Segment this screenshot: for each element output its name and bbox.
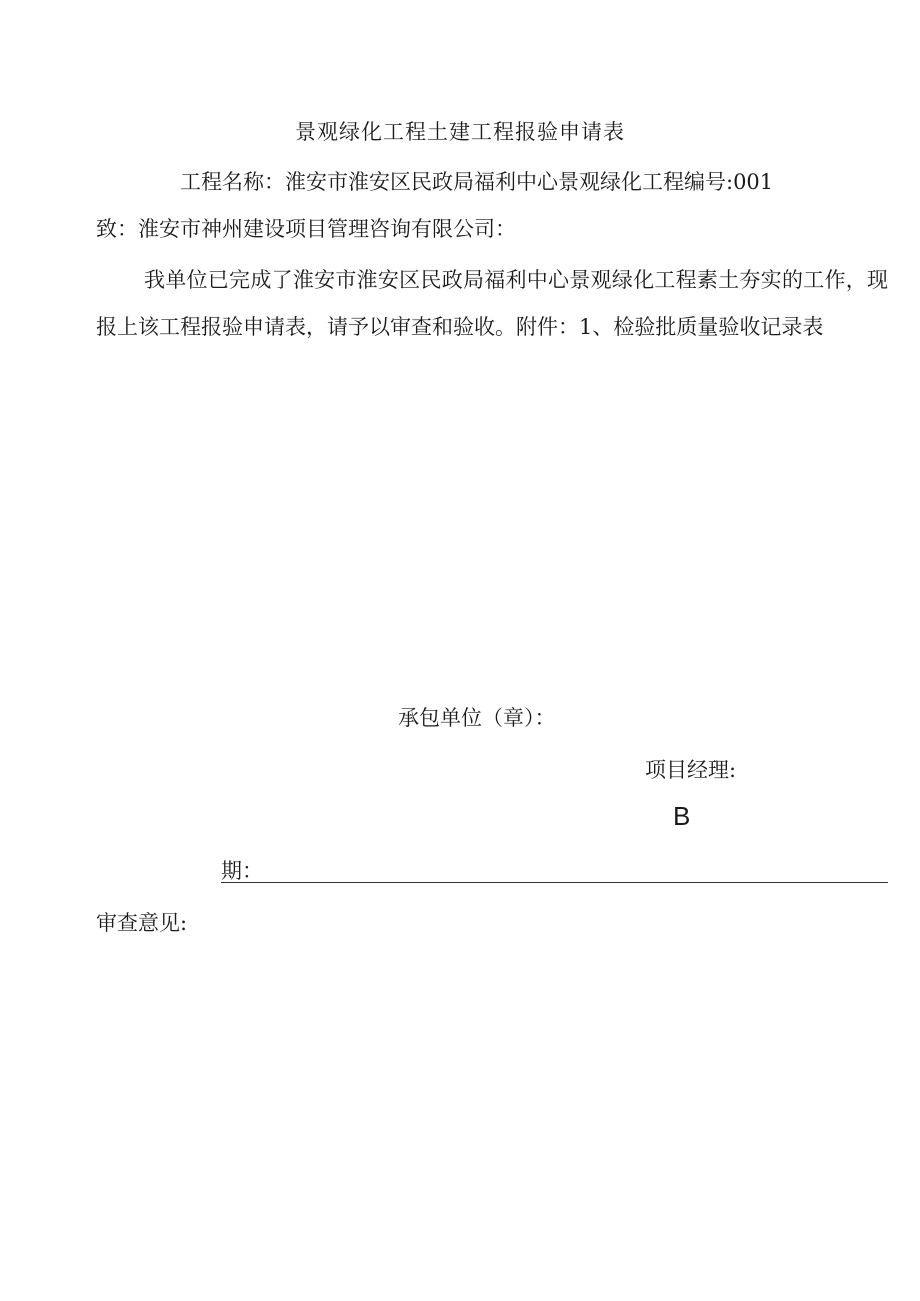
contractor-seal-label: 承包单位（章）： xyxy=(398,706,556,730)
body-paragraph: 我单位已完成了淮安市淮安区民政局福利中心景观绿化工程素土夯实的工作，现报上该工程报验申请表，请予以审查和验收。附件：1、检验批质量验收记录表 xyxy=(96,268,888,339)
date-label: 期： xyxy=(221,859,263,883)
project-manager-label: 项目经理: xyxy=(645,758,737,782)
review-opinion-label: 审查意见: xyxy=(96,911,188,935)
recipient-line: 致：淮安市神州建设项目管理咨询有限公司： xyxy=(96,217,516,241)
signature-mark: B xyxy=(673,801,691,831)
project-name-line: 工程名称：淮安市淮安区民政局福利中心景观绿化工程编号:001 xyxy=(180,170,774,194)
document-title: 景观绿化工程土建工程报验申请表 xyxy=(295,120,625,144)
date-line xyxy=(221,855,888,883)
